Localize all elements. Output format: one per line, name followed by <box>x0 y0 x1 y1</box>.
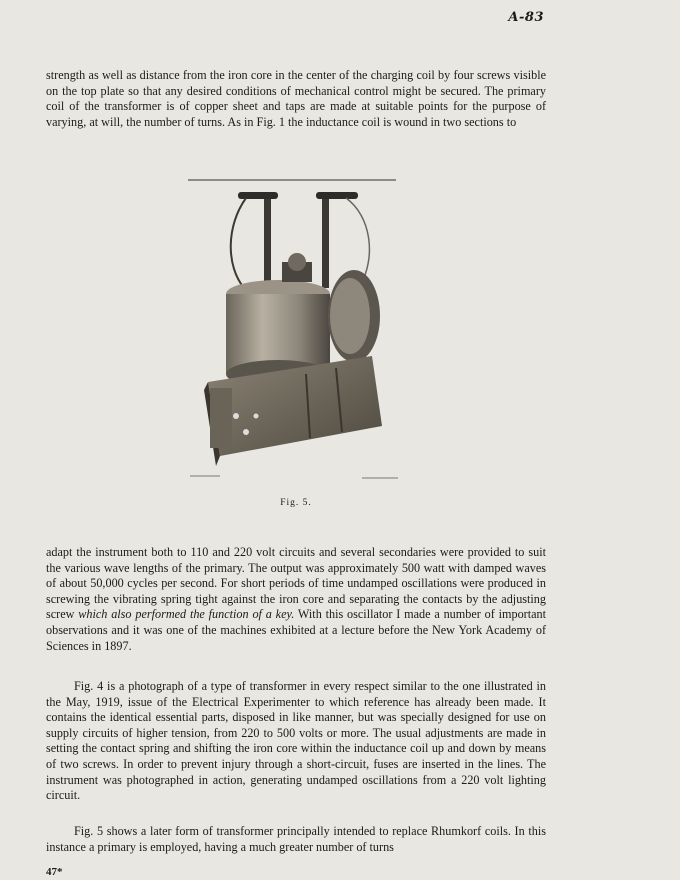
footer-page-number: 47* <box>46 866 63 878</box>
page-number: A-83 <box>508 10 544 25</box>
paragraph-1: strength as well as distance from the iron core in the center of the charging coil by four screws visible on the top plate so that any desired conditions of mechanical control might be secured. The primary coil of the transformer is of copper sheet and taps are made at suitable points for the purpose of varying, at will, the number of turns. As in Fig. 1 the inductance coil is wound in two sections to <box>46 68 546 129</box>
paragraph-3: Fig. 4 is a photograph of a type of transformer in every respect similar to the one illustrated in the May, 1919, issue of the Electrical Experimenter to which reference has already been made. It contains the identical essential parts, disposed in like manner, but was specially designed for use on supply circuits of higher tension, from 220 to 500 volts or more. The usual adjustments are made in setting the contact spring and shifting the iron core within the inductance coil up and down by means of two screws. In order to prevent injury through a short-circuit, fuses are inserted in the lines. The instrument was photographed in action, generating undamped oscillations from a 220 volt lighting circuit. <box>46 679 546 803</box>
paragraph-2-text-b: With this oscillator I made a number of important observations and it was one of the machines exhibited at a lecture before the New York Academy of Sciences in 1897. <box>46 607 547 653</box>
paragraph-4: Fig. 5 shows a later form of transformer principally intended to replace Rhumkorf coils. In this instance a primary is employed, having a much greater number of turns <box>46 824 546 854</box>
paragraph-2 <box>46 545 546 654</box>
transformer-photo <box>186 176 406 482</box>
paragraph-2-text-a: adapt the instrument both to 110 and 220 volt circuits and several secondaries were provided to suit the various wave lengths of the primary. The output was approximately 500 watt with damped waves of about 50,000 cycles per second. For short periods of time undamped oscillations were produced in screwing the vibrating spring tight against the iron core and separating the contacts by the adjusting screw <box>46 545 546 622</box>
paragraph-2-italic: which also performed the function of a key. <box>78 607 295 622</box>
figure-caption: Fig. 5. <box>280 498 312 508</box>
